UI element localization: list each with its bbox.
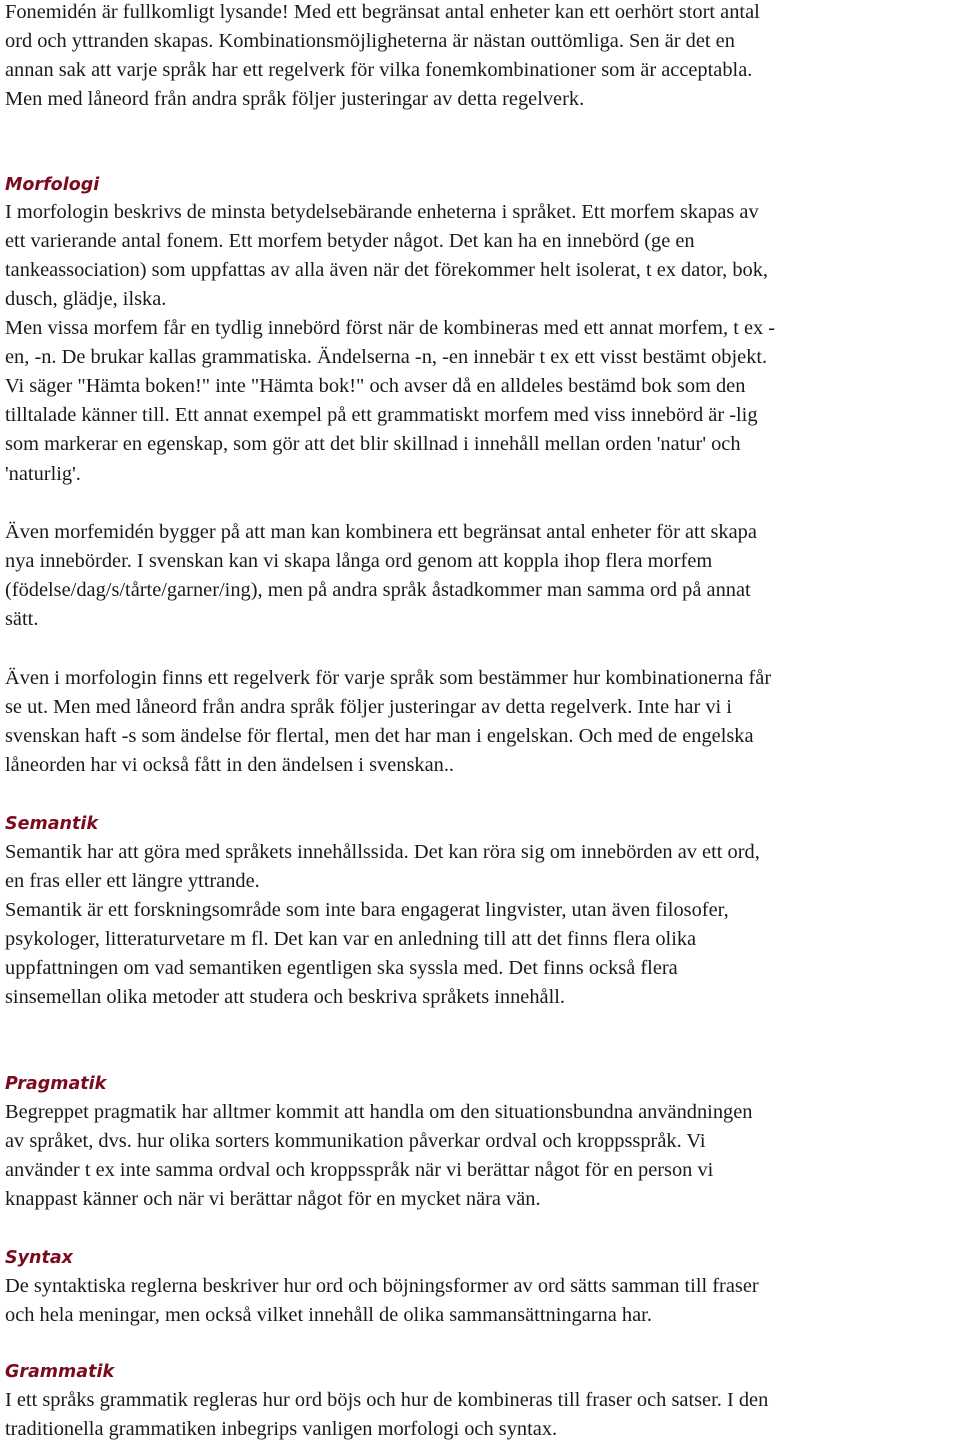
intro-line: ord och yttranden skapas. Kombinationsmöjligheterna är nästan outtömliga. Sen är det en [5, 30, 735, 52]
morfologi-line: I morfologin beskrivs de minsta betydelsebärande enheterna i språket. Ett morfem skapas av [5, 201, 759, 223]
intro-line: Men med låneord från andra språk följer justeringar av detta regelverk. [5, 88, 585, 110]
pragmatik-line: använder t ex inte samma ordval och kroppsspråk när vi berättar något för en person vi [5, 1159, 714, 1181]
section-heading-pragmatik: Pragmatik [5, 1074, 107, 1094]
morfologi-line: tilltalade känner till. Ett annat exempel på ett grammatiskt morfem med viss innebörd är -lig [5, 404, 758, 426]
pragmatik-line: Begreppet pragmatik har alltmer kommit att handla om den situationsbundna användningen [5, 1101, 753, 1123]
semantik-line: sinsemellan olika metoder att studera och beskriva språkets innehåll. [5, 986, 566, 1008]
grammatik-line: traditionella grammatiken inbegrips vanligen morfologi och syntax. [5, 1418, 558, 1440]
grammatik-line: I ett språks grammatik regleras hur ord böjs och hur de kombineras till fraser och satser. I den [5, 1389, 769, 1411]
morfologi-line: Vi säger "Hämta boken!" inte "Hämta bok!" och avser då en alldeles bestämd bok som den [5, 375, 746, 397]
morfologi-para3-line: svenskan haft -s som ändelse för flertal, men det har man i engelskan. Och med de engelska [5, 725, 754, 747]
morfologi-para3-line: se ut. Men med låneord från andra språk följer justeringar av detta regelverk. Inte har vi i [5, 696, 732, 718]
morfologi-para2-line: Även morfemidén bygger på att man kan kombinera ett begränsat antal enheter för att skapa [5, 521, 757, 543]
section-heading-syntax: Syntax [5, 1248, 73, 1268]
semantik-line: Semantik är ett forskningsområde som inte bara engagerat lingvister, utan även filosofer, [5, 899, 729, 921]
syntax-line: De syntaktiska reglerna beskriver hur ord och böjningsformer av ord sätts samman till fraser [5, 1275, 759, 1297]
morfologi-line: dusch, glädje, ilska. [5, 288, 167, 310]
intro-line: annan sak att varje språk har ett regelverk för vilka fonemkombinationer som är acceptabla. [5, 59, 753, 81]
morfologi-para2-line: sätt. [5, 608, 39, 630]
syntax-line: och hela meningar, men också vilket innehåll de olika sammansättningarna har. [5, 1304, 652, 1326]
semantik-line: psykologer, litteraturvetare m fl. Det kan var en anledning till att det finns flera olika [5, 928, 697, 950]
semantik-line: uppfattningen om vad semantiken egentligen ska syssla med. Det finns också flera [5, 957, 678, 979]
section-heading-grammatik: Grammatik [5, 1362, 115, 1382]
morfologi-line: ett varierande antal fonem. Ett morfem betyder något. Det kan ha en innebörd (ge en [5, 230, 695, 252]
morfologi-para2-line: (födelse/dag/s/tårte/garner/ing), men på andra språk åstadkommer man samma ord på annat [5, 579, 751, 601]
morfologi-line: 'naturlig'. [5, 463, 81, 485]
morfologi-line: en, -n. De brukar kallas grammatiska. Ändelserna -n, -en innebär t ex ett visst bestämt objekt. [5, 346, 768, 368]
morfologi-para3-line: Även i morfologin finns ett regelverk för varje språk som bestämmer hur kombinationerna får [5, 667, 772, 689]
section-heading-semantik: Semantik [5, 814, 98, 834]
pragmatik-line: av språket, dvs. hur olika sorters kommunikation påverkar ordval och kroppsspråk. Vi [5, 1130, 706, 1152]
pragmatik-line: knappast känner och när vi berättar något för en mycket nära vän. [5, 1188, 541, 1210]
semantik-line: en fras eller ett längre yttrande. [5, 870, 260, 892]
morfologi-line: som markerar en egenskap, som gör att det blir skillnad i innehåll mellan orden 'natur' och [5, 433, 741, 455]
morfologi-para2-line: nya innebörder. I svenskan kan vi skapa långa ord genom att koppla ihop flera morfem [5, 550, 713, 572]
morfologi-para3-line: låneorden har vi också fått in den ändelsen i svenskan.. [5, 754, 455, 776]
morfologi-line: Men vissa morfem får en tydlig innebörd först när de kombineras med ett annat morfem, t ex - [5, 317, 776, 339]
intro-line: Fonemidén är fullkomligt lysande! Med ett begränsat antal enheter kan ett oerhört stort antal [5, 1, 760, 23]
morfologi-line: tankeassociation) som uppfattas av alla även när det förekommer helt isolerat, t ex dator, bok, [5, 259, 769, 281]
section-heading-morfologi: Morfologi [5, 175, 100, 195]
semantik-line: Semantik har att göra med språkets innehållssida. Det kan röra sig om innebörden av ett ord, [5, 841, 760, 863]
